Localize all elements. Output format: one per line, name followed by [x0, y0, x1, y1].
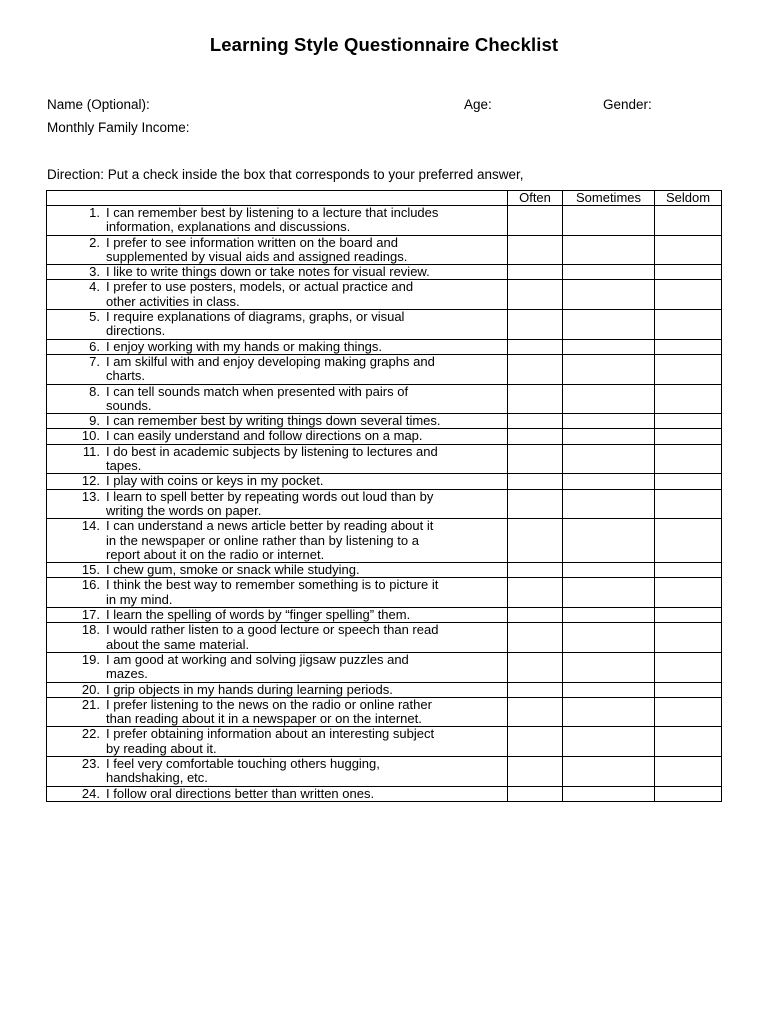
question-cell	[47, 206, 508, 236]
question-text	[100, 429, 507, 443]
question-text-line: sounds.	[106, 397, 152, 413]
checkbox-seldom[interactable]	[655, 429, 722, 444]
checkbox-sometimes[interactable]	[563, 384, 655, 414]
checkbox-often[interactable]	[508, 354, 563, 384]
question-text	[100, 265, 507, 279]
question-text	[100, 236, 507, 265]
question-text	[100, 474, 507, 488]
question-item	[47, 355, 507, 384]
table-row	[47, 682, 722, 697]
question-text	[100, 698, 507, 727]
question-number: 14.	[81, 518, 100, 534]
table-row	[47, 727, 722, 757]
checkbox-sometimes[interactable]	[563, 697, 655, 727]
question-number: 19.	[81, 651, 100, 667]
question-text-line: tapes.	[106, 458, 142, 474]
checkbox-often[interactable]	[508, 384, 563, 414]
question-number: 6.	[89, 338, 100, 354]
checkbox-often[interactable]	[508, 280, 563, 310]
question-text-line: than reading about it in a newspaper or on the internet.	[106, 711, 422, 727]
checkbox-sometimes[interactable]	[563, 682, 655, 697]
checkbox-often[interactable]	[508, 608, 563, 623]
question-text-line: I prefer to use posters, models, or actual practice and	[106, 279, 414, 295]
question-text	[100, 310, 507, 339]
question-text-line: I like to write things down or take notes for visual review.	[106, 264, 430, 280]
question-number: 7.	[89, 353, 100, 369]
checkbox-sometimes[interactable]	[563, 489, 655, 519]
table-row	[47, 608, 722, 623]
question-item	[47, 236, 507, 265]
checkbox-often[interactable]	[508, 235, 563, 265]
question-text-line: information, explanations and discussions.	[106, 219, 351, 235]
question-number: 22.	[81, 726, 100, 742]
checkbox-sometimes[interactable]	[563, 652, 655, 682]
question-text	[100, 206, 507, 235]
checkbox-sometimes[interactable]	[563, 280, 655, 310]
question-item	[47, 445, 507, 474]
checkbox-often[interactable]	[508, 310, 563, 340]
question-text	[100, 355, 507, 384]
question-item	[47, 563, 507, 577]
question-text-line: I prefer to see information written on the board and	[106, 234, 398, 250]
table-row	[47, 310, 722, 340]
question-number: 11.	[82, 443, 100, 459]
question-item	[47, 429, 507, 443]
question-text-line: about the same material.	[106, 636, 250, 652]
checkbox-often[interactable]	[508, 578, 563, 608]
question-item	[47, 474, 507, 488]
question-text	[100, 757, 507, 786]
checkbox-often[interactable]	[508, 265, 563, 280]
checkbox-seldom[interactable]	[655, 280, 722, 310]
question-text-line: I think the best way to remember something is to picture it	[106, 577, 439, 593]
checkbox-sometimes[interactable]	[563, 444, 655, 474]
question-item	[47, 265, 507, 279]
checkbox-sometimes[interactable]	[563, 756, 655, 786]
question-item	[47, 340, 507, 354]
question-text	[100, 563, 507, 577]
direction-text: Direction: Put a check inside the box that corresponds to your preferred answer,	[47, 167, 524, 182]
question-text-line: I enjoy working with my hands or making things.	[106, 338, 383, 354]
question-cell	[47, 414, 508, 429]
question-rows	[47, 206, 722, 802]
checkbox-sometimes[interactable]	[563, 265, 655, 280]
question-text-line: in my mind.	[106, 591, 173, 607]
checkbox-sometimes[interactable]	[563, 519, 655, 563]
checkbox-sometimes[interactable]	[563, 727, 655, 757]
checkbox-seldom[interactable]	[655, 354, 722, 384]
name-field-label: Name (Optional):	[47, 97, 150, 112]
question-text-line: supplemented by visual aids and assigned readings.	[106, 248, 408, 264]
question-number: 18.	[81, 622, 100, 638]
question-item	[47, 608, 507, 622]
question-item	[47, 490, 507, 519]
question-cell	[47, 623, 508, 653]
checkbox-often[interactable]	[508, 623, 563, 653]
question-cell	[47, 354, 508, 384]
question-item	[47, 683, 507, 697]
checkbox-often[interactable]	[508, 682, 563, 697]
question-number: 4.	[89, 279, 100, 295]
question-item	[47, 578, 507, 607]
question-number: 9.	[89, 413, 100, 429]
table-row	[47, 697, 722, 727]
question-text-line: by reading about it.	[106, 740, 217, 756]
question-text-line: I do best in academic subjects by listening to lectures and	[106, 443, 438, 459]
question-cell	[47, 429, 508, 444]
age-field-label: Age:	[464, 97, 492, 112]
checkbox-sometimes[interactable]	[563, 563, 655, 578]
gender-field-label: Gender:	[603, 97, 652, 112]
checkbox-sometimes[interactable]	[563, 608, 655, 623]
question-text-line: mazes.	[106, 666, 148, 682]
checkbox-sometimes[interactable]	[563, 414, 655, 429]
table-row	[47, 444, 722, 474]
checkbox-often[interactable]	[508, 444, 563, 474]
question-cell	[47, 265, 508, 280]
checkbox-often[interactable]	[508, 429, 563, 444]
question-text	[100, 683, 507, 697]
column-header-seldom: Seldom	[655, 191, 722, 206]
checkbox-seldom[interactable]	[655, 206, 722, 236]
checkbox-seldom[interactable]	[655, 310, 722, 340]
table-row	[47, 280, 722, 310]
question-text-line: handshaking, etc.	[106, 770, 208, 786]
question-text-line: I feel very comfortable touching others hugging,	[106, 755, 380, 771]
checkbox-seldom[interactable]	[655, 519, 722, 563]
checkbox-often[interactable]	[508, 697, 563, 727]
question-text	[100, 653, 507, 682]
table-row	[47, 384, 722, 414]
question-number: 5.	[89, 309, 100, 325]
question-text	[100, 727, 507, 756]
question-item	[47, 385, 507, 414]
checkbox-seldom[interactable]	[655, 474, 722, 489]
checkbox-often[interactable]	[508, 652, 563, 682]
column-header-often: Often	[508, 191, 563, 206]
question-text-line: charts.	[106, 368, 146, 384]
question-number: 24.	[81, 785, 100, 801]
table-row	[47, 235, 722, 265]
question-item	[47, 623, 507, 652]
question-text	[100, 623, 507, 652]
question-text	[100, 340, 507, 354]
checkbox-seldom[interactable]	[655, 339, 722, 354]
question-text-line: I can remember best by listening to a lecture that includes	[106, 205, 439, 220]
table-row	[47, 756, 722, 786]
question-text-line: I prefer listening to the news on the radio or online rather	[106, 696, 432, 712]
checkbox-often[interactable]	[508, 519, 563, 563]
question-text	[100, 445, 507, 474]
question-item	[47, 727, 507, 756]
question-cell	[47, 727, 508, 757]
checkbox-seldom[interactable]	[655, 786, 722, 801]
question-number: 21.	[81, 696, 100, 712]
checkbox-seldom[interactable]	[655, 414, 722, 429]
checkbox-often[interactable]	[508, 563, 563, 578]
question-number: 1.	[89, 205, 100, 220]
checkbox-sometimes[interactable]	[563, 206, 655, 236]
question-item	[47, 787, 507, 801]
table-header-row	[47, 191, 722, 206]
checkbox-seldom[interactable]	[655, 563, 722, 578]
table-row	[47, 414, 722, 429]
checkbox-seldom[interactable]	[655, 489, 722, 519]
checkbox-often[interactable]	[508, 489, 563, 519]
checkbox-seldom[interactable]	[655, 623, 722, 653]
checkbox-sometimes[interactable]	[563, 354, 655, 384]
question-text-line: I can understand a news article better by reading about it	[106, 518, 434, 534]
question-text	[100, 519, 507, 562]
question-cell	[47, 563, 508, 578]
question-text	[100, 787, 507, 801]
checkbox-seldom[interactable]	[655, 652, 722, 682]
question-text-line: I play with coins or keys in my pocket.	[106, 473, 324, 489]
checkbox-sometimes[interactable]	[563, 339, 655, 354]
question-item	[47, 757, 507, 786]
checkbox-sometimes[interactable]	[563, 474, 655, 489]
checkbox-sometimes[interactable]	[563, 310, 655, 340]
column-header-sometimes: Sometimes	[563, 191, 655, 206]
question-text	[100, 608, 507, 622]
table-row	[47, 265, 722, 280]
page-title: Learning Style Questionnaire Checklist	[209, 34, 559, 55]
question-cell	[47, 608, 508, 623]
question-text-line: I learn to spell better by repeating words out loud than by	[106, 488, 434, 504]
question-text-line: other activities in class.	[106, 293, 240, 309]
question-text-line: I chew gum, smoke or snack while studying.	[106, 562, 360, 578]
question-text-line: I require explanations of diagrams, graphs, or visual	[106, 309, 405, 325]
question-item	[47, 698, 507, 727]
table-row	[47, 429, 722, 444]
checkbox-sometimes[interactable]	[563, 235, 655, 265]
checkbox-seldom[interactable]	[655, 235, 722, 265]
question-cell	[47, 310, 508, 340]
question-number: 15.	[81, 562, 100, 578]
question-text	[100, 280, 507, 309]
checkbox-seldom[interactable]	[655, 727, 722, 757]
question-cell	[47, 652, 508, 682]
question-number: 16.	[81, 577, 100, 593]
question-number: 20.	[81, 681, 100, 697]
question-text-line: I can tell sounds match when presented with pairs of	[106, 383, 409, 399]
question-text-line: report about it on the radio or internet.	[106, 546, 325, 562]
question-number: 10.	[81, 428, 100, 444]
question-text-line: I can remember best by writing things down several times.	[106, 413, 441, 429]
question-text-line: I prefer obtaining information about an interesting subject	[106, 726, 435, 742]
question-cell	[47, 384, 508, 414]
checkbox-seldom[interactable]	[655, 265, 722, 280]
question-cell	[47, 786, 508, 801]
question-item	[47, 653, 507, 682]
checkbox-sometimes[interactable]	[563, 623, 655, 653]
checkbox-often[interactable]	[508, 756, 563, 786]
question-cell	[47, 474, 508, 489]
table-row	[47, 474, 722, 489]
question-text-line: in the newspaper or online rather than by listening to a	[106, 532, 419, 548]
checkbox-often[interactable]	[508, 727, 563, 757]
question-cell	[47, 519, 508, 563]
question-item	[47, 280, 507, 309]
question-text-line: I grip objects in my hands during learning periods.	[106, 681, 393, 697]
table-row	[47, 563, 722, 578]
question-text	[100, 414, 507, 428]
checkbox-seldom[interactable]	[655, 608, 722, 623]
question-number: 3.	[89, 264, 100, 280]
question-cell	[47, 280, 508, 310]
question-cell	[47, 489, 508, 519]
table-row	[47, 354, 722, 384]
question-text-line: I learn the spelling of words by “finger spelling” them.	[106, 607, 411, 623]
checkbox-seldom[interactable]	[655, 578, 722, 608]
checkbox-often[interactable]	[508, 474, 563, 489]
question-cell	[47, 682, 508, 697]
question-text-line: I can easily understand and follow directions on a map.	[106, 428, 423, 444]
checkbox-often[interactable]	[508, 339, 563, 354]
question-text-line: I am skilful with and enjoy developing making graphs and	[106, 353, 435, 369]
income-field-label: Monthly Family Income:	[47, 120, 190, 135]
checkbox-sometimes[interactable]	[563, 578, 655, 608]
question-text-line: writing the words on paper.	[106, 502, 262, 518]
question-text-line: I am good at working and solving jigsaw puzzles and	[106, 651, 409, 667]
question-number: 12.	[81, 473, 100, 489]
table-row	[47, 652, 722, 682]
question-text	[100, 490, 507, 519]
question-cell	[47, 339, 508, 354]
question-text-line: directions.	[106, 323, 166, 339]
checkbox-often[interactable]	[508, 786, 563, 801]
table-row	[47, 623, 722, 653]
question-item	[47, 414, 507, 428]
checkbox-seldom[interactable]	[655, 444, 722, 474]
question-number: 8.	[89, 383, 100, 399]
question-cell	[47, 697, 508, 727]
question-text	[100, 385, 507, 414]
question-item	[47, 519, 507, 562]
questionnaire-table	[46, 190, 722, 802]
table-row	[47, 578, 722, 608]
checkbox-seldom[interactable]	[655, 756, 722, 786]
table-row	[47, 206, 722, 236]
table-row	[47, 489, 722, 519]
checkbox-often[interactable]	[508, 414, 563, 429]
checkbox-seldom[interactable]	[655, 384, 722, 414]
question-cell	[47, 235, 508, 265]
checkbox-sometimes[interactable]	[563, 786, 655, 801]
table-row	[47, 519, 722, 563]
question-cell	[47, 578, 508, 608]
question-column-header	[47, 191, 508, 206]
checkbox-seldom[interactable]	[655, 682, 722, 697]
question-item	[47, 206, 507, 235]
checkbox-seldom[interactable]	[655, 697, 722, 727]
question-number: 17.	[81, 607, 100, 623]
question-text	[100, 578, 507, 607]
table-row	[47, 786, 722, 801]
question-cell	[47, 756, 508, 786]
question-text-line: I follow oral directions better than written ones.	[106, 785, 375, 801]
question-cell	[47, 444, 508, 474]
table-row	[47, 339, 722, 354]
checkbox-often[interactable]	[508, 206, 563, 236]
question-number: 23.	[81, 755, 100, 771]
question-text-line: I would rather listen to a good lecture or speech than read	[106, 622, 439, 638]
question-number: 13.	[81, 488, 100, 504]
checkbox-sometimes[interactable]	[563, 429, 655, 444]
question-item	[47, 310, 507, 339]
question-number: 2.	[89, 234, 100, 250]
